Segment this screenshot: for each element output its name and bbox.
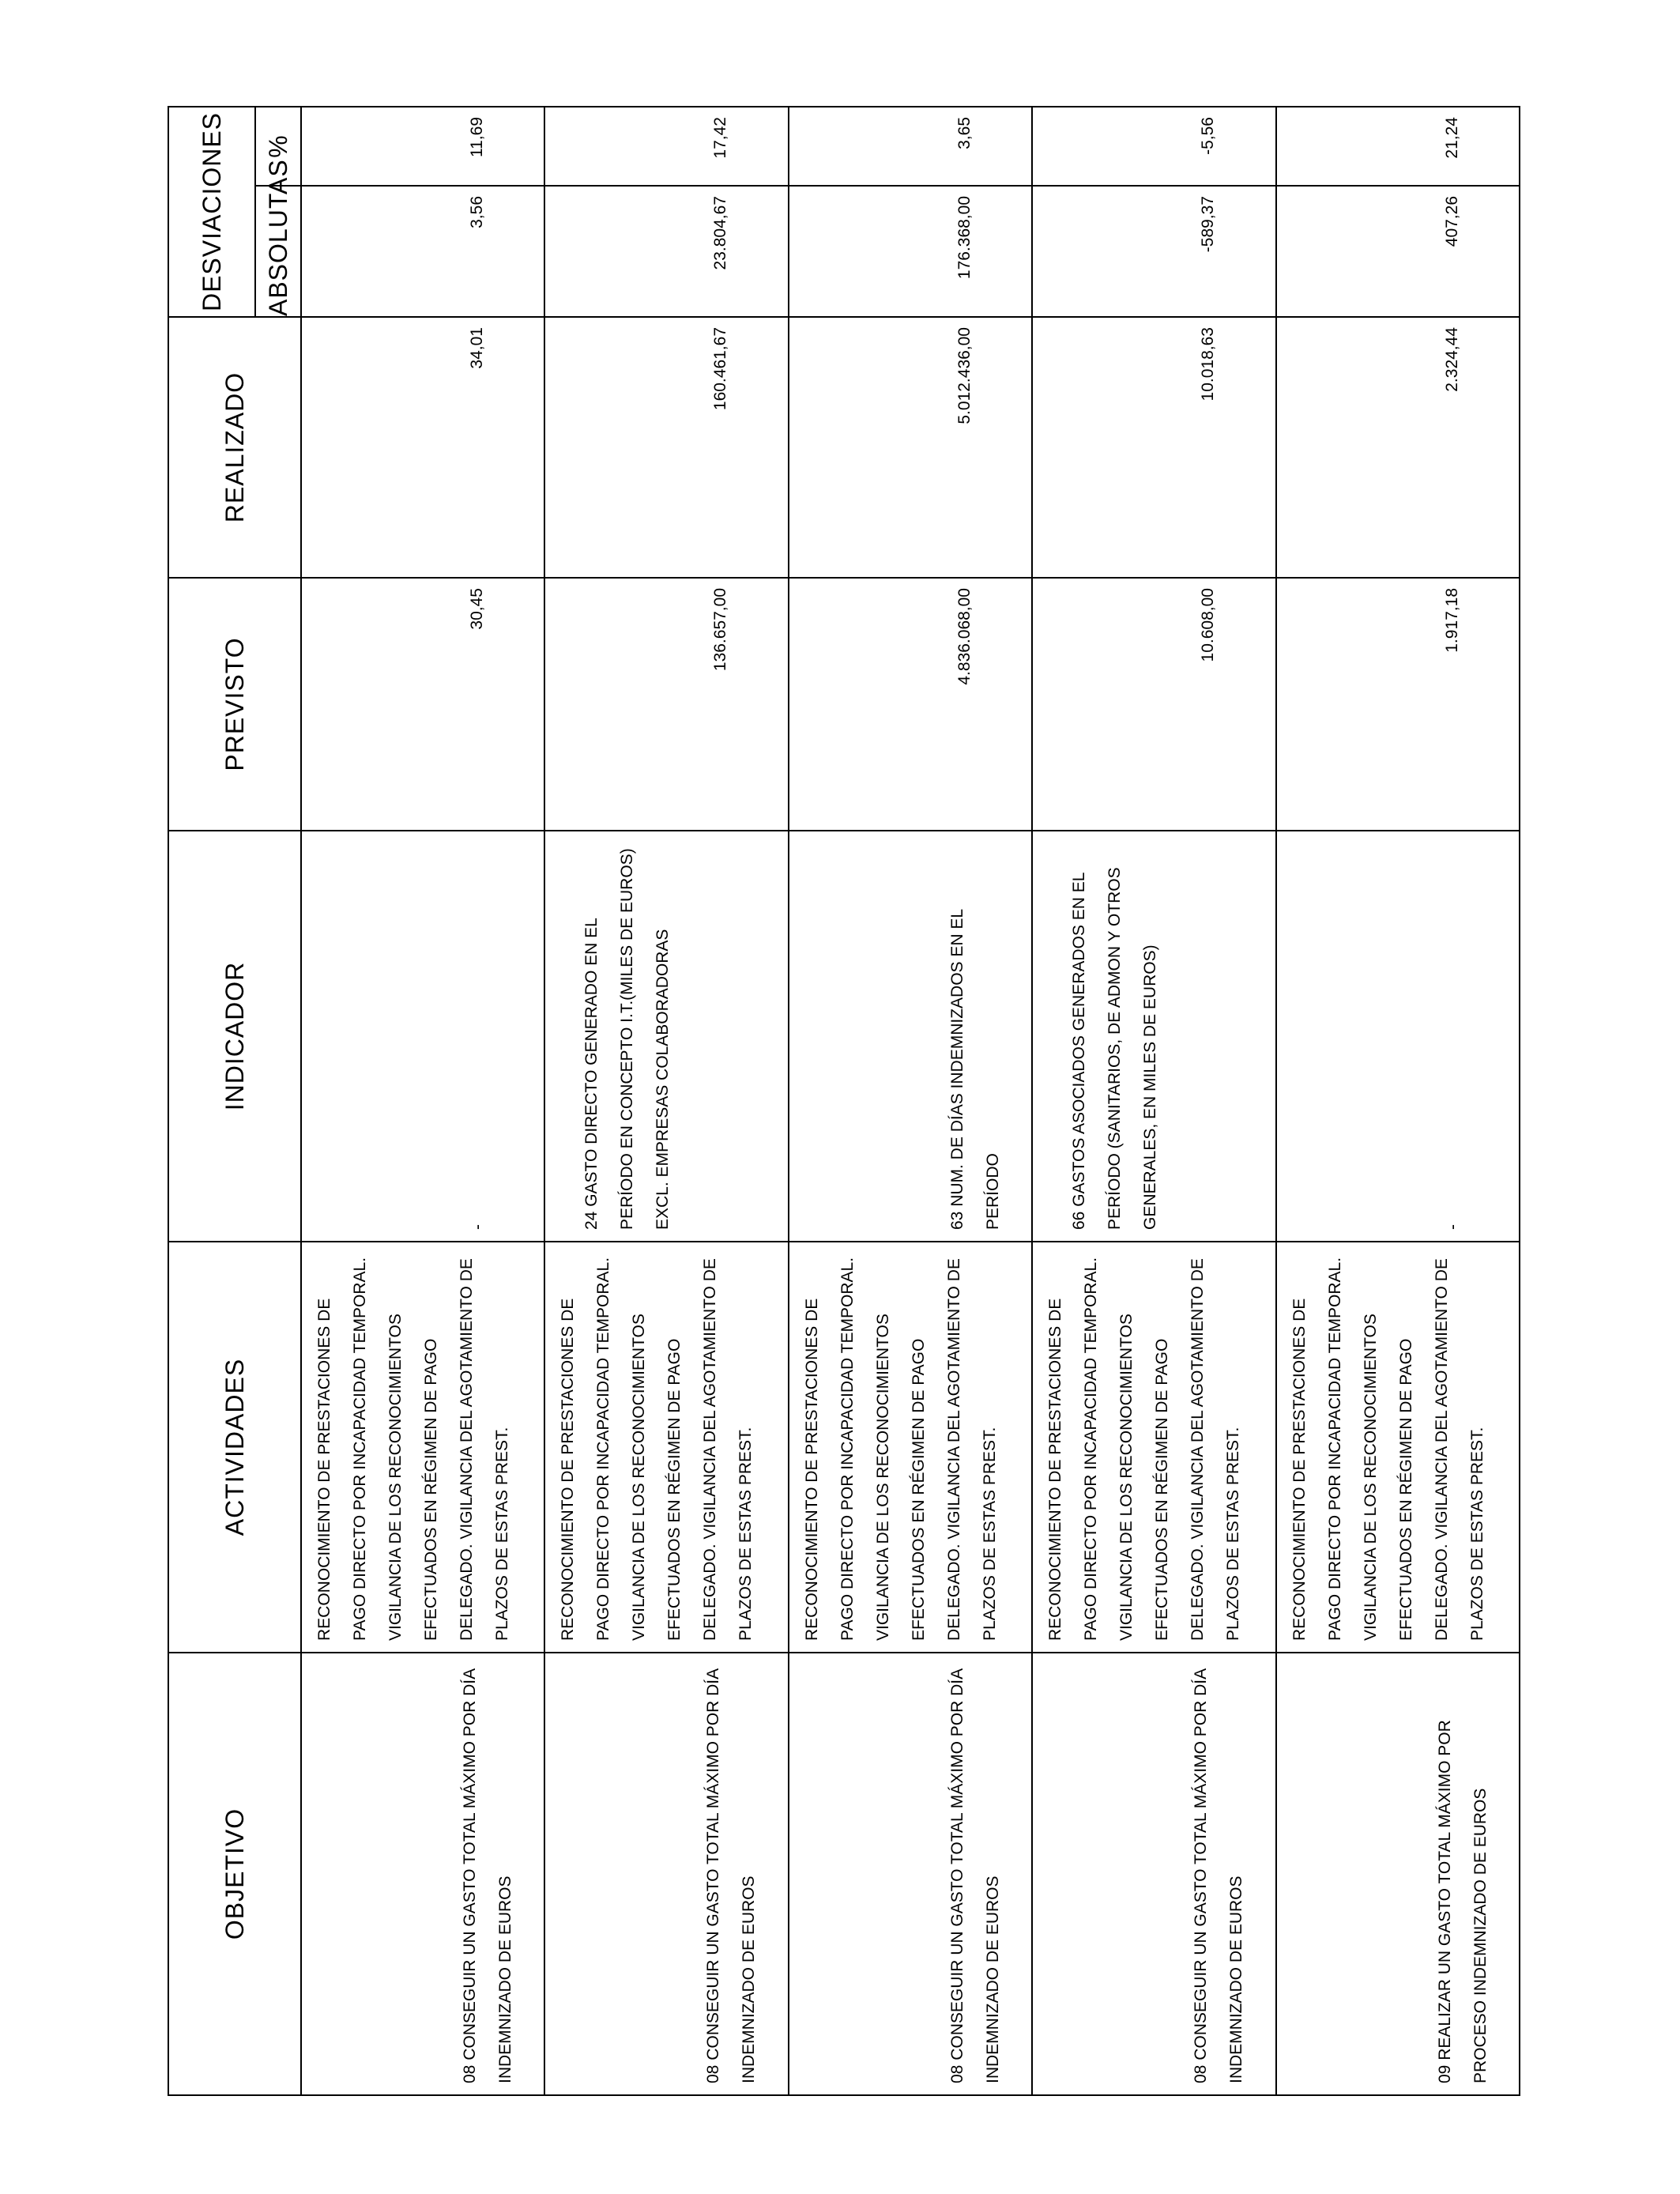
header-porcentaje: % (255, 107, 301, 186)
cell-previsto (1276, 578, 1520, 831)
cell-indicador (1276, 831, 1520, 1242)
cell-previsto (544, 578, 788, 831)
cell-porcentaje (544, 107, 788, 186)
porcentaje-value: 3,65 (955, 117, 974, 149)
porcentaje-value: 17,42 (711, 117, 730, 159)
absolutas-value: 176.368,00 (955, 196, 974, 280)
absolutas-value: 3,56 (468, 196, 486, 228)
objetivo-text: 08 CONSEGUIR UN GASTO TOTAL MÁXIMO POR DÍA INDEMNIZADO DE EUROS (947, 1669, 1002, 2083)
header-desviaciones: DESVIACIONES (168, 107, 255, 317)
cell-realizado (1032, 317, 1275, 578)
cell-previsto (301, 578, 544, 831)
objetivo-text: 08 CONSEGUIR UN GASTO TOTAL MÁXIMO POR DÍA INDEMNIZADO DE EUROS (1192, 1669, 1246, 2083)
cell-realizado (789, 317, 1032, 578)
cell-actividades (789, 1242, 1032, 1653)
objetivo-text: 08 CONSEGUIR UN GASTO TOTAL MÁXIMO POR DÍA INDEMNIZADO DE EUROS (704, 1669, 759, 2083)
cell-actividades (544, 1242, 788, 1653)
cell-absolutas (301, 186, 544, 317)
realizado-value: 2.324,44 (1442, 327, 1461, 392)
cell-absolutas (1276, 186, 1520, 317)
realizado-value: 5.012.436,00 (955, 327, 974, 424)
table-row (789, 107, 1032, 2095)
cell-porcentaje (1032, 107, 1275, 186)
realizado-value: 10.018,63 (1199, 327, 1218, 401)
actividades-text: RECONOCIMIENTO DE PRESTACIONES DE PAGO DIRECTO POR INCAPACIDAD TEMPORAL. VIGILANCIA DE LOS RECONOCIMIENTOS EFECTUADOS EN RÉGIMEN DE PAGO DELEGADO. VIGILANCIA DEL AGOTAMIENTO DE PLAZOS DE ESTAS PREST. (1046, 1257, 1243, 1641)
previsto-value: 10.608,00 (1199, 588, 1218, 662)
realizado-value: 160.461,67 (711, 327, 730, 411)
absolutas-value: -589,37 (1199, 196, 1218, 253)
cell-actividades (1032, 1242, 1275, 1653)
cell-absolutas (544, 186, 788, 317)
realizado-value: 34,01 (468, 327, 486, 369)
report-sheet (168, 107, 1520, 2096)
indicador-text: 63 NUM. DE DÍAS INDEMNIZADOS EN EL PERÍODO (947, 909, 1002, 1230)
cell-objetivo (1276, 1653, 1520, 2095)
header-previsto: PREVISTO (168, 578, 301, 831)
cell-objetivo (301, 1653, 544, 2095)
cell-porcentaje (1276, 107, 1520, 186)
cell-absolutas (789, 186, 1032, 317)
cell-actividades (301, 1242, 544, 1653)
indicador-text: - (469, 1224, 487, 1230)
table-row (544, 107, 788, 2095)
header-actividades: ACTIVIDADES (168, 1242, 301, 1653)
actividades-text: RECONOCIMIENTO DE PRESTACIONES DE PAGO DIRECTO POR INCAPACIDAD TEMPORAL. VIGILANCIA DE LOS RECONOCIMIENTOS EFECTUADOS EN RÉGIMEN DE PAGO DELEGADO. VIGILANCIA DEL AGOTAMIENTO DE PLAZOS DE ESTAS PREST. (1290, 1257, 1486, 1641)
cell-objetivo (544, 1653, 788, 2095)
cell-realizado (301, 317, 544, 578)
cell-absolutas (1032, 186, 1275, 317)
actividades-text: RECONOCIMIENTO DE PRESTACIONES DE PAGO DIRECTO POR INCAPACIDAD TEMPORAL. VIGILANCIA DE LOS RECONOCIMIENTOS EFECTUADOS EN RÉGIMEN DE PAGO DELEGADO. VIGILANCIA DEL AGOTAMIENTO DE PLAZOS DE ESTAS PREST. (315, 1257, 511, 1641)
header-realizado: REALIZADO (168, 317, 301, 578)
previsto-value: 30,45 (468, 588, 486, 630)
objetivo-text: 09 REALIZAR UN GASTO TOTAL MÁXIMO POR PROCESO INDEMNIZADO DE EUROS (1435, 1720, 1490, 2083)
porcentaje-value: 21,24 (1442, 117, 1461, 159)
indicador-text: - (1443, 1224, 1462, 1230)
cell-objetivo (1032, 1653, 1275, 2095)
header-indicador: INDICADOR (168, 831, 301, 1242)
indicator-table (168, 106, 1520, 2096)
table-row (1276, 107, 1520, 2095)
previsto-value: 4.836.068,00 (955, 588, 974, 685)
cell-porcentaje (789, 107, 1032, 186)
objetivo-text: 08 CONSEGUIR UN GASTO TOTAL MÁXIMO POR DÍA INDEMNIZADO DE EUROS (461, 1669, 514, 2083)
absolutas-value: 407,26 (1442, 196, 1461, 247)
porcentaje-value: -5,56 (1199, 117, 1218, 155)
actividades-text: RECONOCIMIENTO DE PRESTACIONES DE PAGO DIRECTO POR INCAPACIDAD TEMPORAL. VIGILANCIA DE LOS RECONOCIMIENTOS EFECTUADOS EN RÉGIMEN DE PAGO DELEGADO. VIGILANCIA DEL AGOTAMIENTO DE PLAZOS DE ESTAS PREST. (559, 1257, 755, 1641)
absolutas-value: 23.804,67 (711, 196, 730, 270)
table-row (301, 107, 544, 2095)
cell-previsto (1032, 578, 1275, 831)
cell-realizado (544, 317, 788, 578)
cell-actividades (1276, 1242, 1520, 1653)
indicador-text: 24 GASTO DIRECTO GENERADO EN EL PERÍODO EN CONCEPTO I.T.(MILES DE EUROS) EXCL. EMPRESAS COLABORADORAS (582, 848, 672, 1230)
header-objetivo: OBJETIVO (168, 1653, 301, 2095)
previsto-value: 1.917,18 (1442, 588, 1461, 653)
porcentaje-value: 11,69 (468, 117, 486, 157)
table-row (1032, 107, 1275, 2095)
cell-objetivo (789, 1653, 1032, 2095)
cell-indicador (789, 831, 1032, 1242)
cell-porcentaje (301, 107, 544, 186)
previsto-value: 136.657,00 (711, 588, 730, 672)
actividades-text: RECONOCIMIENTO DE PRESTACIONES DE PAGO DIRECTO POR INCAPACIDAD TEMPORAL. VIGILANCIA DE LOS RECONOCIMIENTOS EFECTUADOS EN RÉGIMEN DE PAGO DELEGADO. VIGILANCIA DEL AGOTAMIENTO DE PLAZOS DE ESTAS PREST. (802, 1257, 999, 1641)
cell-realizado (1276, 317, 1520, 578)
indicador-text: 66 GASTOS ASOCIADOS GENERADOS EN EL PERÍODO (SANITARIOS, DE ADMON Y OTROS GENERALES, EN MILES DE EUROS) (1070, 867, 1160, 1230)
cell-indicador (301, 831, 544, 1242)
cell-indicador (544, 831, 788, 1242)
cell-previsto (789, 578, 1032, 831)
header-absolutas: ABSOLUTAS (255, 186, 301, 317)
cell-indicador (1032, 831, 1275, 1242)
